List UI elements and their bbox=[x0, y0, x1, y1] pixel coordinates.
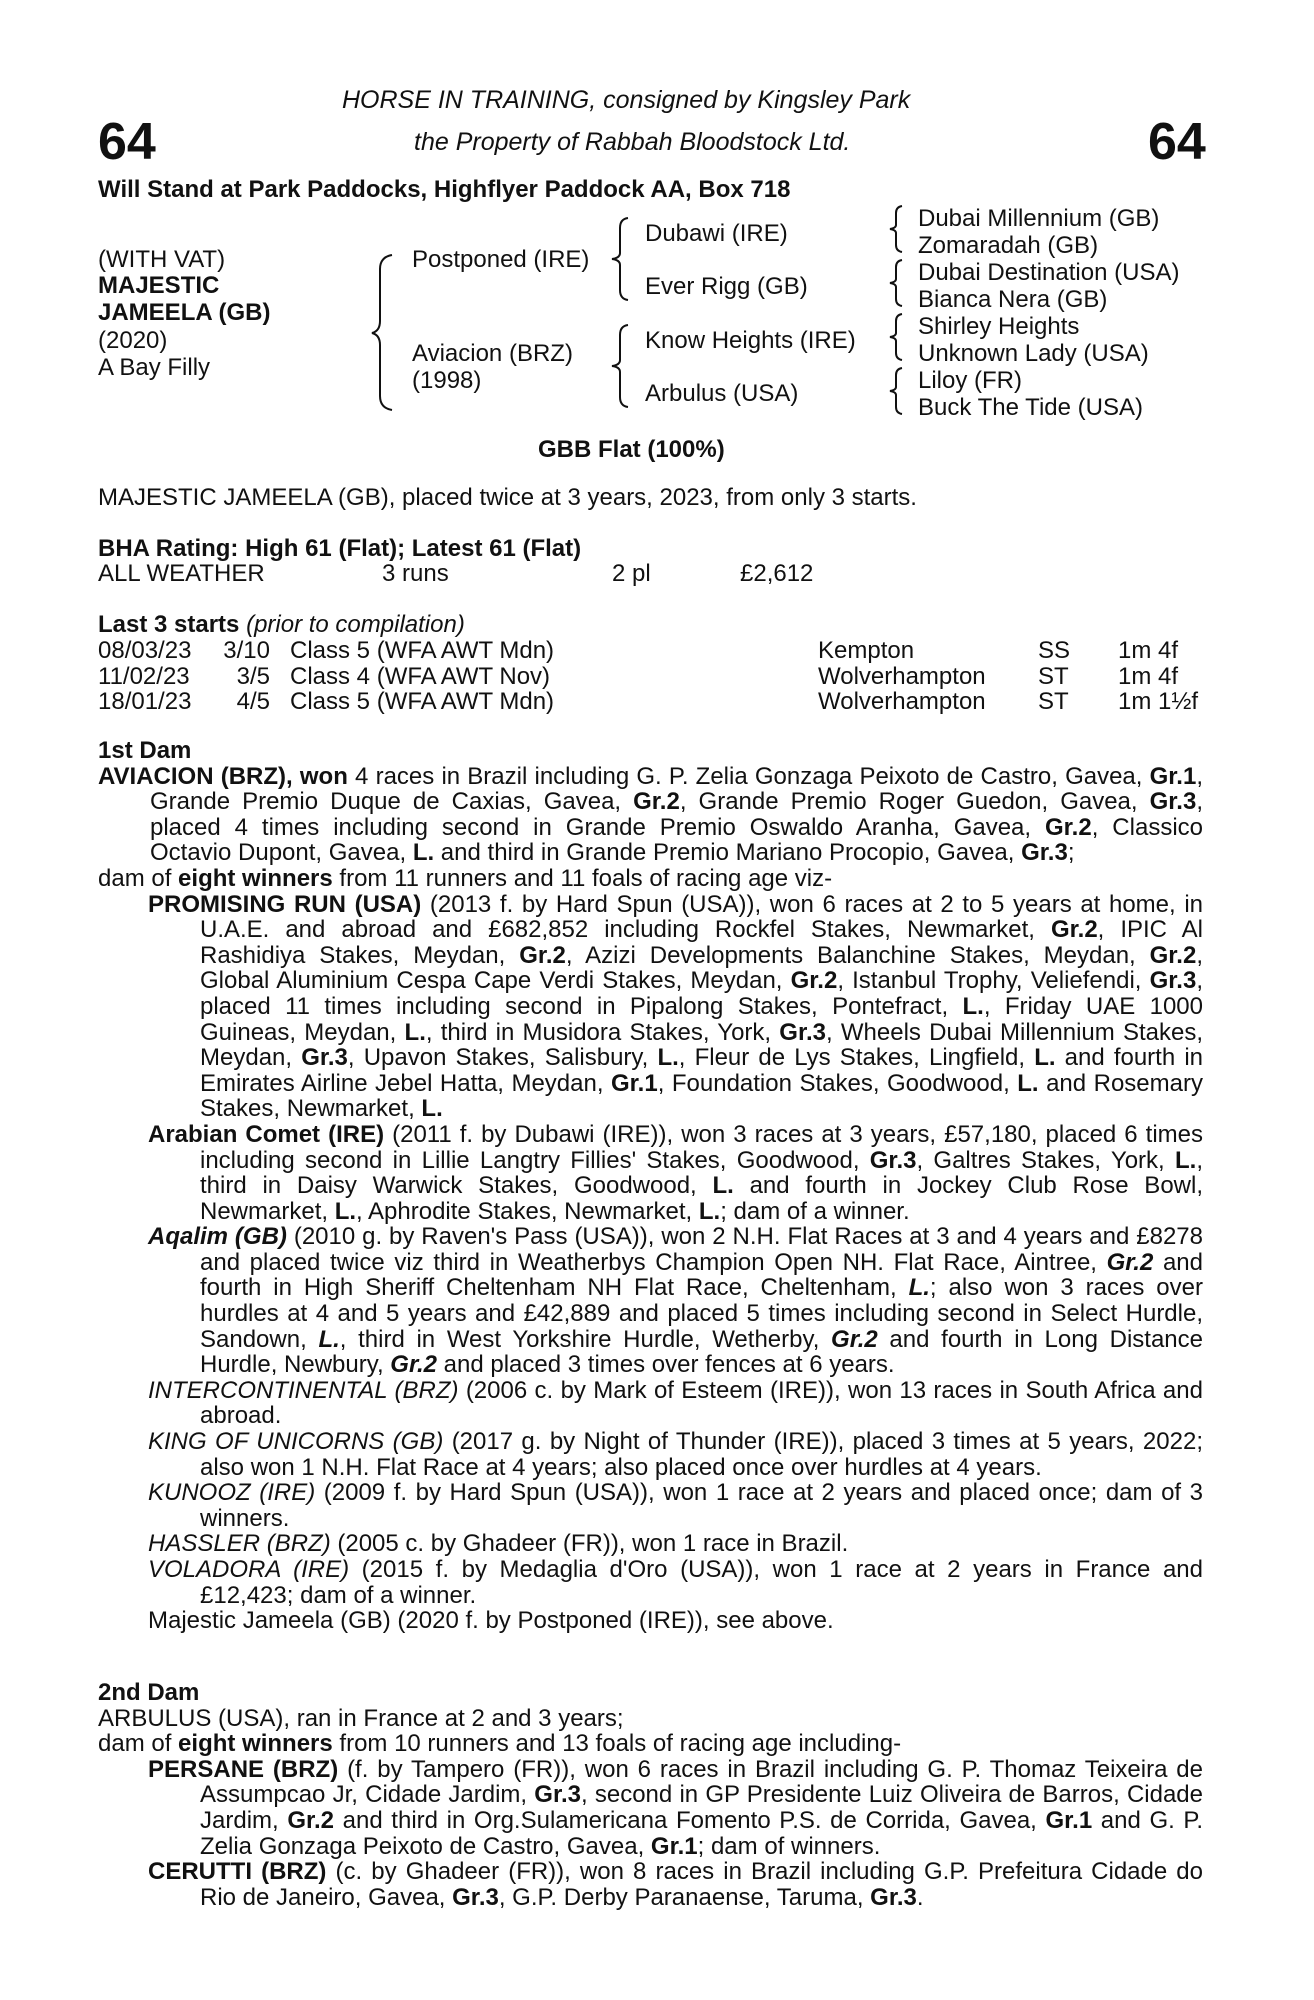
dam-of-prefix: dam of bbox=[98, 1730, 179, 1758]
bha-rating-title: BHA Rating: High 61 (Flat); Latest 61 (Flat) bbox=[98, 535, 582, 562]
dam-of-winners: eight winners bbox=[178, 864, 333, 892]
foal-name: Majestic Jameela (GB) bbox=[148, 1607, 391, 1635]
start-course: Wolverhampton bbox=[818, 688, 986, 716]
dss-name: Shirley Heights bbox=[918, 313, 1080, 340]
start-date: 11/02/23 bbox=[98, 662, 190, 690]
start-race: Class 5 (WFA AWT Mdn) bbox=[290, 637, 555, 664]
start-pos: 3/5 bbox=[236, 662, 270, 690]
sds-name: Dubai Destination (USA) bbox=[918, 259, 1180, 286]
sire-sire: Dubawi (IRE) bbox=[645, 220, 788, 247]
start-going: ST bbox=[1038, 688, 1069, 716]
vat-label: (WITH VAT) bbox=[98, 246, 226, 273]
dam-name: Aviacion (BRZ) bbox=[412, 340, 573, 367]
foal-record: (2005 c. by Ghadeer (FR)), won 1 race in Brazil. bbox=[330, 1530, 849, 1558]
foal-record: (2020 f. by Postponed (IRE)), see above. bbox=[390, 1607, 834, 1635]
sss-name: Dubai Millennium (GB) bbox=[918, 205, 1160, 232]
start-going: ST bbox=[1038, 662, 1069, 690]
horse-name-line1: MAJESTIC bbox=[98, 272, 220, 299]
second-dam-intro: ARBULUS (USA), ran in France at 2 and 3 years; bbox=[98, 1704, 624, 1732]
last-starts-heading bbox=[98, 612, 465, 638]
bha-placed: 2 pl bbox=[612, 560, 651, 587]
first-dam-name: AVIACION (BRZ), won bbox=[98, 762, 348, 790]
foal-entry bbox=[98, 1859, 1203, 1910]
first-dam-intro bbox=[98, 764, 1203, 866]
foal-record: (c. by Ghadeer (FR)), won 8 races in Brazil including G.P. Prefeitura Cidade do Rio de Janeiro, Gavea, Gr.3, G.P. Derby Paranaense, Taruma, Gr.3. bbox=[200, 1858, 1204, 1911]
start-dist: 1m 4f bbox=[1118, 662, 1179, 690]
foal-name: HASSLER (BRZ) bbox=[148, 1530, 331, 1558]
foal-entry bbox=[98, 1378, 1203, 1429]
sdd-name: Bianca Nera (GB) bbox=[918, 286, 1108, 313]
start-course: Kempton bbox=[818, 637, 915, 664]
start-dist: 1m 1½f bbox=[1118, 688, 1199, 716]
dds-name: Liloy (FR) bbox=[918, 367, 1023, 394]
second-dam-produce-line bbox=[98, 1731, 1203, 1757]
foal-entry bbox=[98, 1429, 1203, 1480]
stand-location: Will Stand at Park Paddocks, Highflyer Paddock AA, Box 718 bbox=[98, 176, 791, 203]
foal-entry bbox=[98, 1531, 1203, 1557]
foal-entry bbox=[98, 1224, 1203, 1378]
pedigree-brace-dam bbox=[612, 325, 630, 407]
foal-name: INTERCONTINENTAL (BRZ) bbox=[148, 1376, 459, 1404]
start-course: Wolverhampton bbox=[818, 662, 986, 690]
gbb-rating: GBB Flat (100%) bbox=[538, 436, 725, 463]
pedigree-brace-main bbox=[372, 255, 396, 410]
foal-record: (2011 f. by Dubawi (IRE)), won 3 races at 3 years, £57,180, placed 6 times including second in Lillie Langtry Fillies' Stakes, Goodwood, Gr.3, Galtres Stakes, York, L., third in Daisy Warwick Stakes, Goodwood, L. and fourth in Jockey Club Rose Bowl, Newmarket, L., Aphrodite Stakes, Newmarket, L.; dam of a winner. bbox=[200, 1120, 1204, 1225]
foal-entry bbox=[98, 1480, 1203, 1531]
first-dam-record: 4 races in Brazil including G. P. Zelia Gonzaga Peixoto de Castro, Gavea, Gr.1, Grande Premio Duque de Caxias, Gavea, Gr.2, Grande Premio Roger Guedon, Gavea, Gr.3, placed 4 times including second in Grande Premio Oswaldo Aranha, Gavea, Gr.2, Classico Octavio Dupont, Gavea, L. and third in Grande Premio Mariano Procopio, Gavea, Gr.3; bbox=[150, 762, 1203, 867]
foal-name: Aqalim (GB) bbox=[148, 1223, 287, 1251]
foal-name: CERUTTI (BRZ) bbox=[148, 1858, 327, 1886]
first-dam-produce-line bbox=[98, 866, 1203, 892]
start-race: Class 5 (WFA AWT Mdn) bbox=[290, 688, 555, 716]
start-pos: 3/10 bbox=[223, 637, 270, 664]
dsd-name: Unknown Lady (USA) bbox=[918, 340, 1149, 367]
start-pos: 4/5 bbox=[236, 688, 270, 716]
foal-entry bbox=[98, 1757, 1203, 1859]
foal-name: Arabian Comet (IRE) bbox=[148, 1120, 385, 1148]
start-race: Class 4 (WFA AWT Nov) bbox=[290, 662, 551, 690]
bha-earnings: £2,612 bbox=[740, 560, 814, 587]
pedigree-brace-sire bbox=[612, 218, 630, 300]
dam-of-prefix: dam of bbox=[98, 864, 179, 892]
foal-entry bbox=[98, 1608, 1203, 1634]
start-dist: 1m 4f bbox=[1118, 637, 1179, 664]
foal-name: KUNOOZ (IRE) bbox=[148, 1479, 316, 1507]
foal-name: VOLADORA (IRE) bbox=[148, 1556, 350, 1583]
second-dam-section bbox=[98, 1680, 1203, 1910]
dam-of-suffix: from 11 runners and 11 foals of racing age viz- bbox=[332, 864, 833, 892]
horse-name-line2: JAMEELA (GB) bbox=[98, 299, 271, 326]
foal-record: (f. by Tampero (FR)), won 6 races in Brazil including G. P. Thomaz Teixeira de Assumpcao Jr, Cidade Jardim, Gr.3, second in GP Presidente Luiz Oliveira de Barros, Cidade Jardim, Gr.2 and third in Org.Sulamericana Fomento P.S. de Corrida, Gavea, Gr.1 and G. P. Zelia Gonzaga Peixoto de Castro, Gavea, Gr.1; dam of winners. bbox=[200, 1755, 1204, 1860]
brace-dd bbox=[890, 368, 904, 414]
brace-sd bbox=[890, 260, 904, 306]
consignor-line: HORSE IN TRAINING, consigned by Kingsley Park bbox=[342, 86, 911, 114]
dam-of-suffix: from 10 runners and 13 foals of racing age including- bbox=[332, 1730, 902, 1758]
foal-record: (2006 c. by Mark of Esteem (IRE)), won 13 races in South Africa and abroad. bbox=[200, 1376, 1203, 1430]
horse-year: (2020) bbox=[98, 327, 168, 354]
dam-sire: Know Heights (IRE) bbox=[645, 327, 856, 354]
foal-name: PERSANE (BRZ) bbox=[148, 1755, 339, 1783]
foal-entry bbox=[98, 892, 1203, 1122]
first-dam-section bbox=[98, 738, 1203, 1634]
summary-line: MAJESTIC JAMEELA (GB), placed twice at 3 years, 2023, from only 3 starts. bbox=[98, 484, 917, 511]
sire-dam: Ever Rigg (GB) bbox=[645, 273, 808, 300]
horse-description: A Bay Filly bbox=[98, 354, 211, 381]
first-dam-foals bbox=[98, 892, 1203, 1634]
dam-of-winners: eight winners bbox=[178, 1730, 333, 1758]
lot-number-left: 64 bbox=[98, 113, 156, 171]
start-date: 08/03/23 bbox=[98, 637, 192, 664]
second-dam-foals bbox=[98, 1757, 1203, 1911]
last-starts-note: (prior to compilation) bbox=[246, 611, 465, 638]
foal-entry bbox=[98, 1557, 1203, 1608]
sire-name: Postponed (IRE) bbox=[412, 246, 590, 273]
start-date: 18/01/23 bbox=[98, 688, 192, 716]
lot-number-right: 64 bbox=[1148, 113, 1206, 171]
foal-record: (2010 g. by Raven's Pass (USA)), won 2 N.H. Flat Races at 3 and 4 years and £8278 and placed twice viz third in Weatherbys Champion Open NH. Flat Race, Aintree, Gr.2 and fourth in High Sheriff Cheltenham NH Flat Race, Cheltenham, L.; also won 3 races over hurdles at 4 and 5 years and £42,889 and placed 5 times including second in Select Hurdle, Sandown, L., third in West Yorkshire Hurdle, Wetherby, Gr.2 and fourth in Long Distance Hurdle, Newbury, Gr.2 and placed 3 times over fences at 6 years. bbox=[200, 1223, 1204, 1379]
foal-record: (2017 g. by Night of Thunder (IRE)), placed 3 times at 5 years, 2022; also won 1 N.H. Flat Race at 4 years; also placed once over hurdles at 4 years. bbox=[200, 1428, 1203, 1481]
dam-dam: Arbulus (USA) bbox=[645, 380, 799, 407]
foal-name: KING OF UNICORNS (GB) bbox=[148, 1428, 444, 1456]
brace-ss bbox=[890, 206, 904, 252]
ssd-name: Zomaradah (GB) bbox=[918, 232, 1099, 259]
owner-line: the Property of Rabbah Bloodstock Ltd. bbox=[414, 128, 851, 156]
ddd-name: Buck The Tide (USA) bbox=[918, 394, 1143, 421]
foal-name: PROMISING RUN (USA) bbox=[148, 890, 422, 918]
foal-record: (2013 f. by Hard Spun (USA)), won 6 races at 2 to 5 years at home, in U.A.E. and abroad and £682,852 including Rockfel Stakes, Newmarket, Gr.2, IPIC Al Rashidiya Stakes, Meydan, Gr.2, Azizi Developments Balanchine Stakes, Meydan, Gr.2, Global Aluminium Cespa Cape Verdi Stakes, Meydan, Gr.2, Istanbul Trophy, Veliefendi, Gr.3, placed 11 times including second in Pipalong Stakes, Pontefract, L., Friday UAE 1000 Guineas, Meydan, L., third in Musidora Stakes, York, Gr.3, Wheels Dubai Millennium Stakes, Meydan, Gr.3, Upavon Stakes, Salisbury, L., Fleur de Lys Stakes, Lingfield, L. and fourth in Emirates Airline Jebel Hatta, Meydan, Gr.1, Foundation Stakes, Goodwood, L. and Rosemary Stakes, Newmarket, L. bbox=[200, 890, 1204, 1123]
bha-runs: 3 runs bbox=[382, 560, 449, 587]
dam-year: (1998) bbox=[412, 367, 482, 394]
foal-entry bbox=[98, 1122, 1203, 1224]
bha-surface: ALL WEATHER bbox=[98, 560, 265, 587]
foal-record: (2009 f. by Hard Spun (USA)), won 1 race at 2 years and placed once; dam of 3 winners. bbox=[200, 1479, 1203, 1532]
second-dam-title: 2nd Dam bbox=[98, 1679, 200, 1706]
first-dam-title: 1st Dam bbox=[98, 737, 192, 764]
start-going: SS bbox=[1038, 637, 1071, 664]
last-starts-title: Last 3 starts bbox=[98, 611, 240, 638]
foal-record: (2015 f. by Medaglia d'Oro (USA)), won 1 race at 2 years in France and £12,423; dam of a winner. bbox=[200, 1556, 1203, 1609]
brace-ds bbox=[890, 314, 904, 360]
